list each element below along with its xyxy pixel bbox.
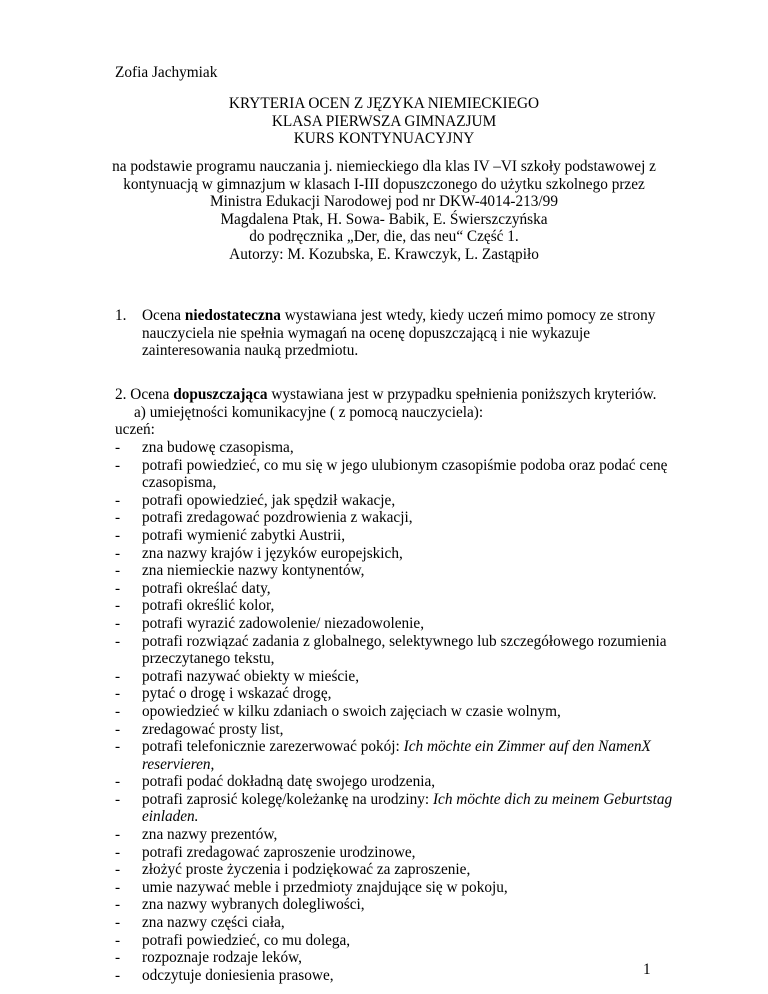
criteria-item	[115, 914, 745, 932]
title-line: KURS KONTYNUACYJNY	[293, 130, 475, 148]
criteria-text: potrafi podać dokładną datę swojego urodzenia,	[142, 773, 436, 791]
basis-line: Magdalena Ptak, H. Sowa- Babik, E. Świerszczyńska	[220, 210, 548, 228]
criteria-line	[142, 914, 745, 932]
grade-name: niedostateczna	[184, 307, 281, 324]
criteria-list	[115, 439, 745, 984]
german-phrase-continuation: reservieren,	[142, 755, 215, 773]
bullet-dash: -	[115, 931, 121, 949]
criteria-text: potrafi zredagować zaproszenie urodzinowe,	[142, 843, 416, 861]
criteria-text: potrafi wymienić zabytki Austrii,	[142, 526, 346, 544]
criteria-line	[142, 932, 745, 950]
bullet-dash: -	[115, 914, 121, 932]
criteria-text: potrafi rozwiązać zadania z globalnego, selektywnego lub szczegółowego rozumienia	[142, 632, 667, 650]
criteria-text: pytać o drogę i wskazać drogę,	[142, 685, 332, 703]
criteria-text: potrafi wyrazić zadowolenie/ niezadowolenie,	[142, 614, 425, 632]
text-run: wystawiana jest wtedy, kiedy uczeń mimo pomocy ze strony	[280, 307, 656, 324]
criteria-line	[142, 967, 745, 985]
criteria-line	[142, 738, 745, 756]
criteria-text: zna nazwy prezentów,	[142, 826, 278, 844]
section-2-heading	[115, 386, 656, 404]
bullet-dash: -	[115, 526, 121, 544]
criteria-item	[115, 562, 745, 580]
criteria-text: zna niemieckie nazwy kontynentów,	[142, 562, 365, 580]
criteria-text: potrafi opowiedzieć, jak spędził wakacje,	[142, 491, 396, 509]
bullet-dash: -	[115, 579, 121, 597]
bullet-dash: -	[115, 597, 121, 615]
criteria-line	[142, 633, 745, 651]
criteria-text: potrafi nazywać obiekty w mieście,	[142, 667, 360, 685]
criteria-text: potrafi określać daty,	[142, 579, 271, 597]
criteria-line	[142, 580, 745, 598]
criteria-item	[115, 773, 745, 791]
criteria-item	[115, 703, 745, 721]
criteria-text: opowiedzieć w kilku zdaniach o swoich zajęciach w czasie wolnym,	[142, 702, 561, 720]
criteria-item	[115, 668, 745, 686]
german-phrase-continuation: einladen.	[142, 808, 199, 826]
criteria-item	[115, 509, 745, 527]
basis-line: kontynuacją w gimnazjum w klasach I-III dopuszczonego do użytku szkolnego przez	[123, 175, 645, 193]
bullet-dash: -	[115, 878, 121, 896]
criteria-text: zredagować prosty list,	[142, 720, 284, 738]
criteria-line	[142, 545, 745, 563]
author-name: Zofia Jachymiak	[115, 64, 218, 81]
criteria-line	[142, 861, 745, 879]
criteria-line	[142, 509, 745, 527]
criteria-item	[115, 580, 745, 598]
criteria-item	[115, 527, 745, 545]
criteria-text: potrafi określić kolor,	[142, 597, 275, 615]
criteria-item	[115, 844, 745, 862]
criteria-text: zna nazwy wybranych dolegliwości,	[142, 896, 365, 914]
bullet-dash: -	[115, 632, 121, 650]
criteria-text: zna budowę czasopisma,	[142, 439, 294, 456]
criteria-line	[142, 826, 745, 844]
criteria-line	[142, 949, 745, 967]
title-line: KRYTERIA OCEN Z JĘZYKA NIEMIECKIEGO	[228, 95, 540, 112]
page-number: 1	[643, 961, 651, 978]
criteria-text: potrafi powiedzieć, co mu się w jego ulubionym czasopiśmie podoba oraz podać cenę	[142, 456, 668, 474]
criteria-line	[142, 844, 745, 862]
section-1-line: nauczyciela nie spełnia wymagań na ocenę dopuszczającą i nie wykazuje	[142, 324, 591, 342]
criteria-text: potrafi zaprosić kolegę/koleżankę na urodziny:	[142, 790, 433, 808]
bullet-dash: -	[115, 738, 121, 756]
criteria-line	[142, 879, 745, 897]
criteria-item	[115, 932, 745, 950]
criteria-line	[142, 439, 745, 457]
criteria-text: zna nazwy krajów i języków europejskich,	[142, 544, 403, 562]
criteria-item	[115, 791, 745, 826]
criteria-continuation: przeczytanego tekstu,	[142, 650, 275, 668]
criteria-text: potrafi telefonicznie zarezerwować pokój:	[142, 738, 404, 756]
criteria-item	[115, 545, 745, 563]
criteria-item	[115, 738, 745, 773]
bullet-dash: -	[115, 667, 121, 685]
criteria-item	[115, 826, 745, 844]
criteria-item	[115, 896, 745, 914]
text-run: wystawiana jest w przypadku spełnienia poniższych kryteriów.	[267, 386, 657, 403]
bullet-dash: -	[115, 509, 121, 527]
criteria-line	[142, 703, 745, 721]
program-basis	[0, 158, 768, 264]
section-1-line: zainteresowania nauką przedmiotu.	[142, 342, 359, 360]
criteria-continuation: czasopisma,	[142, 474, 217, 492]
criteria-item	[115, 439, 745, 457]
title-line: KLASA PIERWSZA GIMNAZJUM	[271, 112, 497, 130]
criteria-line	[142, 597, 745, 615]
basis-line: do podręcznika „Der, die, das neu“ Część 1.	[249, 228, 519, 246]
basis-line: Ministra Edukacji Narodowej pod nr DKW-4014-213/99	[210, 193, 558, 211]
criteria-text: złożyć proste życzenia i podziękować za zaproszenie,	[142, 861, 471, 879]
bullet-dash: -	[115, 843, 121, 861]
criteria-line	[142, 668, 745, 686]
criteria-text: umie nazywać meble i przedmioty znajdujące się w pokoju,	[142, 878, 508, 896]
criteria-text: rozpoznaje rodzaje leków,	[142, 949, 302, 967]
criteria-text: potrafi powiedzieć, co mu dolega,	[142, 931, 351, 949]
bullet-dash: -	[115, 949, 121, 967]
criteria-line	[142, 457, 745, 475]
criteria-line	[142, 527, 745, 545]
section-number: 1.	[115, 307, 127, 324]
criteria-item	[115, 597, 745, 615]
criteria-line	[142, 791, 745, 809]
bullet-dash: -	[115, 861, 121, 879]
bullet-dash: -	[115, 720, 121, 738]
bullet-dash: -	[115, 491, 121, 509]
bullet-dash: -	[115, 456, 121, 474]
criteria-text: potrafi zredagować pozdrowienia z wakacji,	[142, 509, 413, 527]
criteria-line	[142, 773, 745, 791]
basis-line: Autorzy: M. Kozubska, E. Krawczyk, L. Zastąpiło	[229, 245, 539, 263]
criteria-item	[115, 721, 745, 739]
criteria-item	[115, 685, 745, 703]
document-title	[0, 95, 768, 148]
subheading-communication-skills: a) umiejętności komunikacyjne ( z pomocą nauczyciela):	[134, 404, 484, 421]
bullet-dash: -	[115, 614, 121, 632]
bullet-dash: -	[115, 896, 121, 914]
german-phrase: Ich möchte ein Zimmer auf den NamenX	[403, 738, 651, 756]
criteria-line	[142, 562, 745, 580]
criteria-item	[115, 879, 745, 897]
text-run: Ocena	[142, 307, 185, 324]
bullet-dash: -	[115, 966, 121, 984]
bullet-dash: -	[115, 685, 121, 703]
criteria-item	[115, 615, 745, 633]
criteria-line	[142, 896, 745, 914]
criteria-line	[142, 685, 745, 703]
section-1-line	[142, 307, 742, 325]
criteria-item	[115, 861, 745, 879]
text-run: 2. Ocena	[115, 386, 174, 403]
bullet-dash: -	[115, 439, 121, 456]
bullet-dash: -	[115, 702, 121, 720]
bullet-dash: -	[115, 790, 121, 808]
criteria-item	[115, 457, 745, 492]
criteria-line	[142, 615, 745, 633]
criteria-item	[115, 492, 745, 510]
criteria-line	[142, 721, 745, 739]
criteria-line	[142, 492, 745, 510]
student-label: uczeń:	[115, 421, 155, 438]
grade-name: dopuszczająca	[173, 386, 268, 403]
bullet-dash: -	[115, 544, 121, 562]
criteria-item	[115, 633, 745, 668]
bullet-dash: -	[115, 562, 121, 580]
criteria-text: odczytuje doniesienia prasowe,	[142, 966, 334, 984]
criteria-text: zna nazwy części ciała,	[142, 914, 285, 932]
german-phrase: Ich möchte dich zu meinem Geburtstag	[432, 790, 673, 808]
bullet-dash: -	[115, 826, 121, 844]
basis-line: na podstawie programu nauczania j. niemieckiego dla klas IV –VI szkoły podstawowej z	[112, 158, 656, 175]
bullet-dash: -	[115, 773, 121, 791]
